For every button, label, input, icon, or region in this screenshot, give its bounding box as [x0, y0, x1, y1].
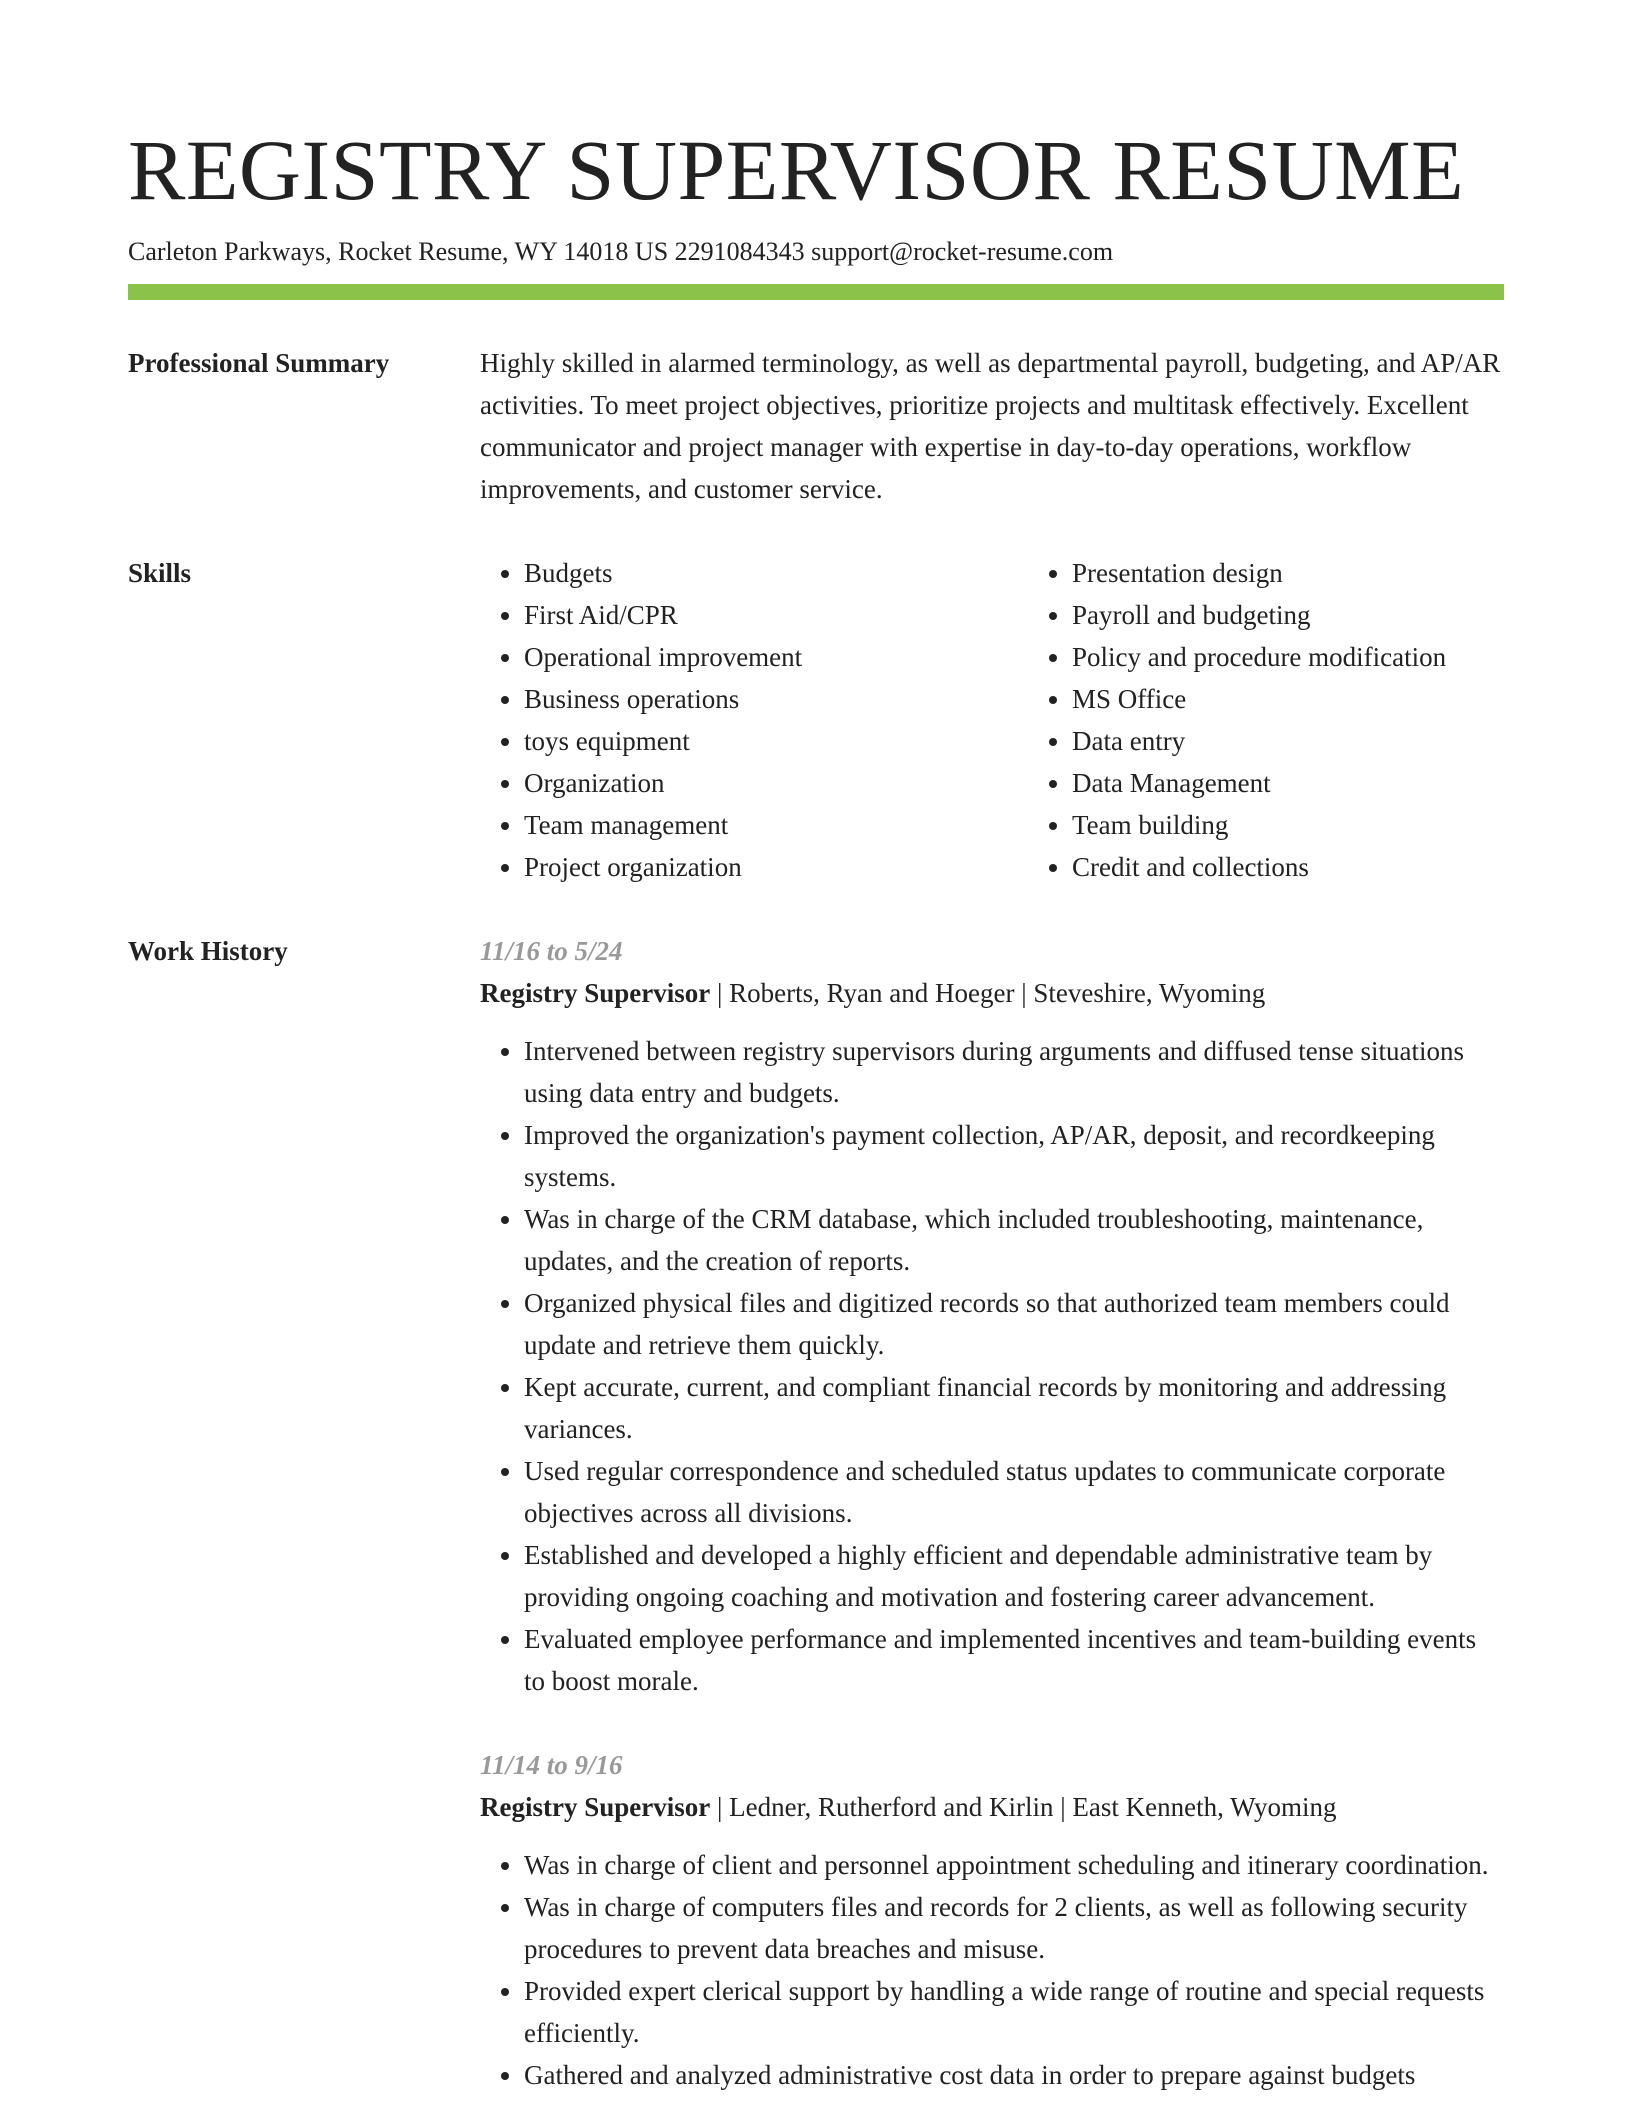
skill-item: • Operational improvement — [524, 636, 1028, 678]
job-bullet: • Kept accurate, current, and compliant financial records by monitoring and addressing variances. — [524, 1366, 1504, 1450]
job-bullet: • Intervened between registry supervisors during arguments and diffused tense situations using data entry and budgets. — [524, 1030, 1504, 1114]
accent-divider — [128, 284, 1504, 300]
job-employer-location: | Ledner, Rutherford and Kirlin | East Kenneth, Wyoming — [710, 1792, 1337, 1822]
job-bullet: • Established and developed a highly efficient and dependable administrative team by providing ongoing coaching and motivation and fostering career advancement. — [524, 1534, 1504, 1618]
summary-section — [128, 342, 1504, 510]
work-history-label: Work History — [128, 936, 288, 966]
job-dates: 11/16 to 5/24 — [480, 936, 623, 966]
resume-title: REGISTRY SUPERVISOR RESUME — [128, 122, 1465, 218]
job-entry — [480, 930, 1504, 1702]
summary-text: Highly skilled in alarmed terminology, as well as departmental payroll, budgeting, and AP/AR activities. To meet project objectives, prioritize projects and multitask effectively. Excellent communicator and project manager with expertise in day-to-day operations, workflow improvements, and customer service. — [480, 348, 1501, 504]
skills-list-left — [480, 552, 1028, 888]
job-bullet: • Was in charge of computers files and records for 2 clients, as well as following security procedures to prevent data breaches and misuse. — [524, 1886, 1504, 1970]
job-employer-location: | Roberts, Ryan and Hoeger | Steveshire, Wyoming — [710, 978, 1266, 1008]
skill-item: • MS Office — [1072, 678, 1576, 720]
job-bullet: • Evaluated employee performance and implemented incentives and team-building events to boost morale. — [524, 1618, 1504, 1702]
skill-item: • Organization — [524, 762, 1028, 804]
job-heading — [480, 1786, 1504, 1828]
skill-item: • Payroll and budgeting — [1072, 594, 1576, 636]
skill-item: • Business operations — [524, 678, 1028, 720]
skill-item: • Policy and procedure modification — [1072, 636, 1576, 678]
job-entry — [480, 1744, 1504, 2096]
skill-item: • Team management — [524, 804, 1028, 846]
skill-item: • Presentation design — [1072, 552, 1576, 594]
skills-section — [128, 552, 1504, 888]
work-history-section — [128, 930, 1504, 2096]
skill-item: • Data Management — [1072, 762, 1576, 804]
job-bullet: • Was in charge of the CRM database, which included troubleshooting, maintenance, updates, and the creation of reports. — [524, 1198, 1504, 1282]
skill-item: • Data entry — [1072, 720, 1576, 762]
skill-item: • First Aid/CPR — [524, 594, 1028, 636]
job-bullet: • Gathered and analyzed administrative cost data in order to prepare against budgets — [524, 2054, 1504, 2096]
skills-list-right — [1028, 552, 1576, 888]
job-bullets — [480, 1844, 1504, 2096]
job-bullet: • Organized physical files and digitized records so that authorized team members could update and retrieve them quickly. — [524, 1282, 1504, 1366]
job-bullet: • Used regular correspondence and scheduled status updates to communicate corporate objectives across all divisions. — [524, 1450, 1504, 1534]
skills-label: Skills — [128, 558, 192, 588]
job-title: Registry Supervisor — [480, 1792, 711, 1822]
job-bullet: • Was in charge of client and personnel appointment scheduling and itinerary coordination. — [524, 1844, 1504, 1886]
skill-item: • Credit and collections — [1072, 846, 1576, 888]
job-heading — [480, 972, 1504, 1014]
job-bullet: • Provided expert clerical support by handling a wide range of routine and special requests efficiently. — [524, 1970, 1504, 2054]
skill-item: • Team building — [1072, 804, 1576, 846]
job-bullets — [480, 1030, 1504, 1702]
contact-line: Carleton Parkways, Rocket Resume, WY 14018 US 2291084343 support@rocket-resume.com — [128, 237, 1114, 266]
job-dates: 11/14 to 9/16 — [480, 1750, 623, 1780]
job-bullet: • Improved the organization's payment collection, AP/AR, deposit, and recordkeeping systems. — [524, 1114, 1504, 1198]
skill-item: • Project organization — [524, 846, 1028, 888]
skill-item: • toys equipment — [524, 720, 1028, 762]
skill-item: • Budgets — [524, 552, 1028, 594]
summary-label: Professional Summary — [128, 348, 390, 378]
job-title: Registry Supervisor — [480, 978, 711, 1008]
